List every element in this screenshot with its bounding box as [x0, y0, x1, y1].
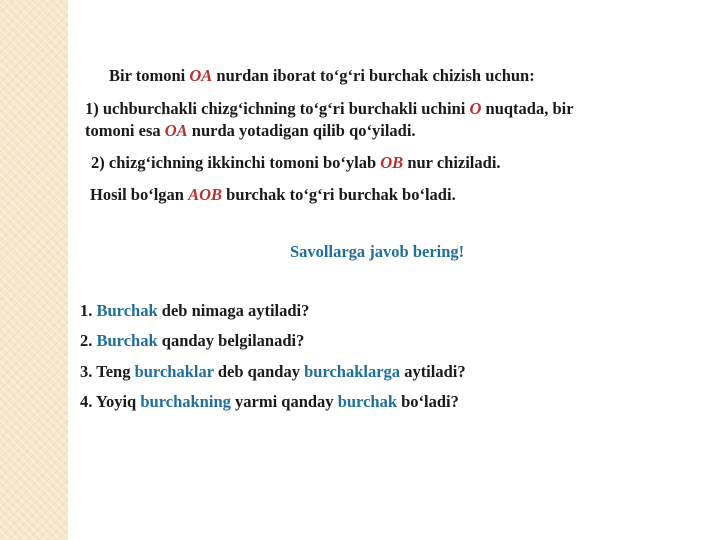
question-text: qanday belgilanadi? — [157, 331, 305, 350]
result-line — [90, 185, 456, 205]
question-keyword: Burchak — [96, 301, 158, 320]
question-4 — [80, 392, 459, 412]
step2-text-end: nur chiziladi. — [403, 153, 501, 172]
step1-text: 1) uchburchakli chizg‘ichning to‘g‘ri burchakli uchini — [85, 99, 470, 118]
question-text: deb qanday — [213, 362, 305, 381]
question-number: 3. Teng — [80, 362, 135, 381]
question-1 — [80, 301, 309, 321]
angle-aob-label: AOB — [188, 185, 223, 204]
question-keyword: burchaklar — [134, 362, 214, 381]
ray-ob-label: OB — [380, 153, 404, 172]
step1-text-end: nuqtada, bir — [481, 99, 574, 118]
step1-text2: tomoni esa — [85, 121, 165, 140]
question-2 — [80, 331, 304, 351]
step2-text: 2) chizg‘ichning ikkinchi tomoni bo‘ylab — [91, 153, 381, 172]
questions-heading: Savollarga javob bering! — [290, 242, 465, 261]
question-text: yarmi qanday — [230, 392, 338, 411]
question-keyword: Burchak — [96, 331, 158, 350]
ray-oa-label-2: OA — [164, 121, 188, 140]
question-keyword: burchakning — [140, 392, 231, 411]
question-keyword-2: burchak — [337, 392, 397, 411]
intro-text-end: nurdan iborat to‘g‘ri burchak chizish uchun: — [212, 66, 535, 85]
ray-oa-label: OA — [189, 66, 213, 85]
question-text-end: aytiladi? — [400, 362, 466, 381]
decorative-side-strip — [0, 0, 68, 540]
question-3 — [80, 362, 466, 382]
question-number: 4. Yoyiq — [80, 392, 141, 411]
result-text: Hosil bo‘lgan — [90, 185, 189, 204]
step1-line1 — [85, 99, 574, 119]
step2-line — [91, 153, 501, 173]
question-text: deb nimaga aytiladi? — [157, 301, 310, 320]
question-text-end: bo‘ladi? — [397, 392, 459, 411]
question-number: 2. — [80, 331, 97, 350]
intro-text: Bir tomoni — [109, 66, 190, 85]
point-o-label: O — [469, 99, 482, 118]
question-keyword-2: burchaklarga — [304, 362, 401, 381]
intro-line — [109, 66, 535, 86]
question-number: 1. — [80, 301, 97, 320]
result-text-end: burchak to‘g‘ri burchak bo‘ladi. — [222, 185, 456, 204]
step1-text2-end: nurda yotadigan qilib qo‘yiladi. — [187, 121, 416, 140]
step1-line2 — [85, 121, 416, 141]
